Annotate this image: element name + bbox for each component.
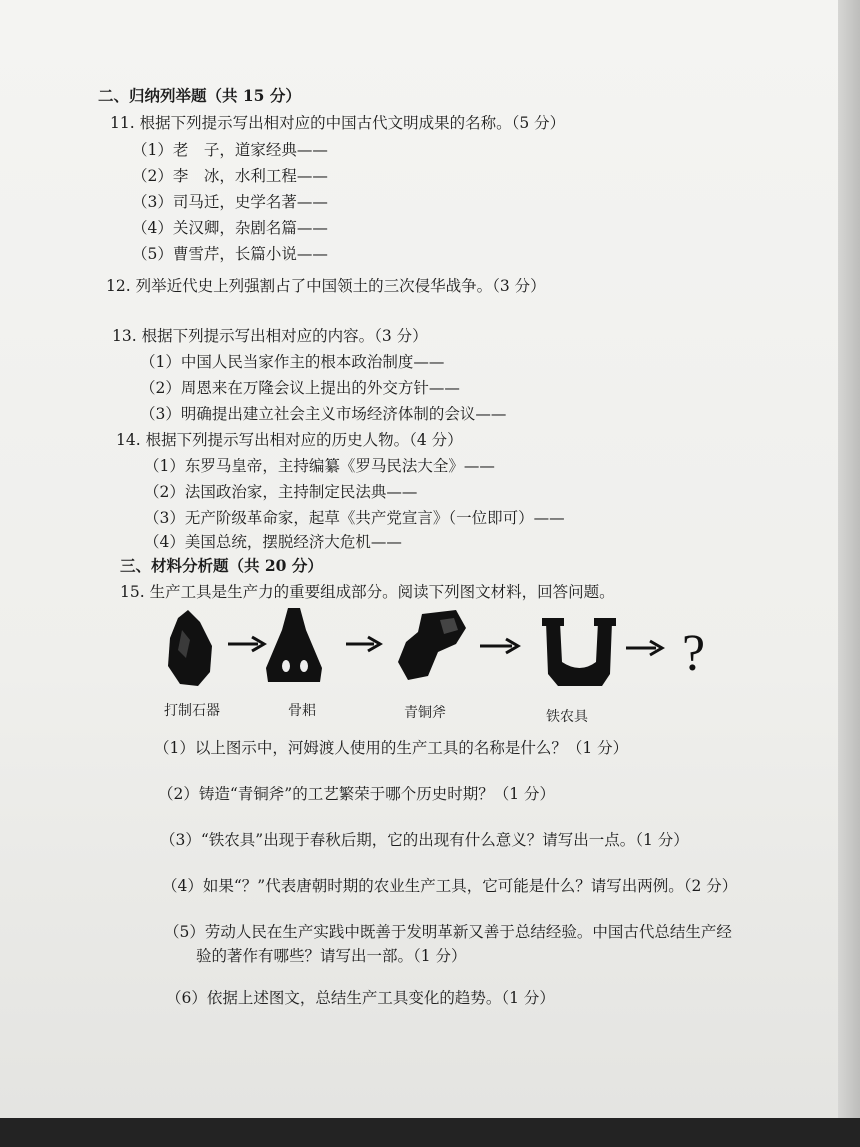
label-chipped-stone: 打制石器 [164, 703, 220, 719]
arrow-icon [480, 639, 518, 653]
chipped-stone-tool-image [168, 610, 212, 686]
q14-item-3: （3）无产阶级革命家，起草《共产党宣言》（一位即可）—— [144, 509, 565, 527]
q15-sub-3: （3）“铁农具”出现于春秋后期，它的出现有什么意义？请写出一点。（1 分） [160, 831, 689, 849]
label-bone-spade: 骨耜 [288, 703, 316, 719]
q11-item-4: （4）关汉卿，杂剧名篇—— [132, 219, 328, 237]
q15-sub-2: （2）铸造“青铜斧”的工艺繁荣于哪个历史时期？（1 分） [158, 785, 556, 803]
q15-sub-5-cont: 验的著作有哪些？请写出一部。（1 分） [196, 947, 467, 965]
section3-title: 三、材料分析题（共 20 分） [120, 556, 323, 575]
arrow-icon [346, 637, 380, 651]
iron-farm-tool-image [542, 618, 616, 686]
q15-sub-1: （1）以上图示中，河姆渡人使用的生产工具的名称是什么？（1 分） [154, 739, 629, 757]
q15-sub-4: （4）如果“？”代表唐朝时期的农业生产工具，它可能是什么？请写出两例。（2 分） [162, 877, 738, 895]
q13-stem: 13. 根据下列提示写出相对应的内容。（3 分） [112, 327, 428, 345]
q13-item-2: （2）周恩来在万隆会议上提出的外交方针—— [140, 379, 460, 397]
q11-item-5: （5）曹雪芹，长篇小说—— [132, 245, 328, 263]
q13-item-3: （3）明确提出建立社会主义市场经济体制的会议—— [140, 405, 507, 423]
desk-background [0, 1118, 860, 1147]
page-edge [838, 0, 860, 1118]
question-mark: ? [682, 625, 706, 682]
q11-stem: 11. 根据下列提示写出相对应的中国古代文明成果的名称。（5 分） [110, 114, 566, 132]
q14-item-2: （2）法国政治家，主持制定民法典—— [144, 483, 418, 501]
arrow-icon [626, 641, 662, 655]
q11-item-1: （1）老 子，道家经典—— [132, 141, 328, 159]
label-iron-tool: 铁农具 [546, 709, 588, 725]
section2-title: 二、归纳列举题（共 15 分） [98, 86, 301, 105]
tools-figure [160, 600, 720, 700]
q11-item-3: （3）司马迁，史学名著—— [132, 193, 328, 211]
q15-sub-5: （5）劳动人民在生产实践中既善于发明革新又善于总结经验。中国古代总结生产经 [164, 923, 732, 941]
q14-item-4: （4）美国总统，摆脱经济大危机—— [144, 533, 402, 551]
q11-item-2: （2）李 冰，水利工程—— [132, 167, 328, 185]
label-bronze-axe: 青铜斧 [404, 705, 446, 721]
q13-item-1: （1）中国人民当家作主的根本政治制度—— [140, 353, 445, 371]
bronze-axe-image [398, 610, 466, 680]
q15-stem: 15. 生产工具是生产力的重要组成部分。阅读下列图文材料，回答问题。 [120, 583, 615, 601]
q12-stem: 12. 列举近代史上列强割占了中国领土的三次侵华战争。（3 分） [106, 277, 546, 295]
q14-stem: 14. 根据下列提示写出相对应的历史人物。（4 分） [116, 431, 463, 449]
q14-item-1: （1）东罗马皇帝，主持编纂《罗马民法大全》—— [144, 457, 495, 475]
bone-spade-image [266, 608, 322, 682]
q15-sub-6: （6）依据上述图文，总结生产工具变化的趋势。（1 分） [166, 989, 555, 1007]
arrow-icon [228, 637, 264, 651]
